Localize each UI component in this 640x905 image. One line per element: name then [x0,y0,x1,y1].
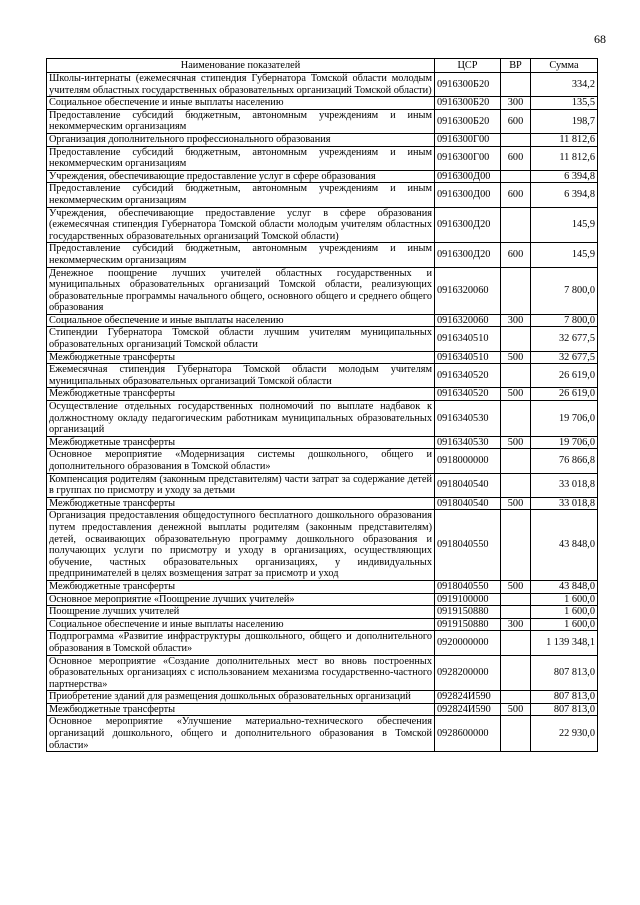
cell-csr: 0916340530 [435,436,501,449]
cell-vr: 500 [501,580,531,593]
table-row [47,133,598,146]
table-row [47,146,598,170]
cell-csr: 092824И590 [435,691,501,704]
cell-sum: 145,9 [531,243,598,267]
cell-name: Межбюджетные трансферты [47,580,435,593]
table-row [47,243,598,267]
cell-vr: 600 [501,243,531,267]
cell-csr: 0916300Б20 [435,97,501,110]
cell-sum: 7 800,0 [531,267,598,314]
table-row [47,267,598,314]
table-row [47,314,598,327]
cell-csr: 0918040550 [435,510,501,581]
cell-vr [501,716,531,752]
cell-vr: 300 [501,97,531,110]
cell-csr: 0916320060 [435,314,501,327]
cell-name: Предоставление субсидий бюджетным, автономным учреждениям и иным некоммерческим организациям [47,146,435,170]
cell-name: Межбюджетные трансферты [47,436,435,449]
cell-sum: 198,7 [531,109,598,133]
cell-sum: 76 866,8 [531,449,598,473]
cell-sum: 19 706,0 [531,436,598,449]
cell-sum: 26 619,0 [531,388,598,401]
cell-csr: 0916300Г00 [435,133,501,146]
cell-name: Межбюджетные трансферты [47,351,435,364]
cell-sum: 33 018,8 [531,497,598,510]
cell-sum: 807 813,0 [531,691,598,704]
cell-csr: 0916340520 [435,364,501,388]
table-row [47,436,598,449]
cell-csr: 0920000000 [435,631,501,655]
cell-vr: 500 [501,497,531,510]
cell-sum: 807 813,0 [531,655,598,691]
cell-vr [501,510,531,581]
cell-sum: 32 677,5 [531,327,598,351]
table-row [47,351,598,364]
cell-sum: 33 018,8 [531,473,598,497]
cell-vr [501,364,531,388]
cell-csr: 0916340520 [435,388,501,401]
cell-name: Денежное поощрение лучших учителей областных государственных и муниципальных образовательных организаций Томской области, реализующих образовательные программы начального общего, основного общего и среднего общего образования [47,267,435,314]
cell-vr: 500 [501,388,531,401]
cell-vr [501,606,531,619]
cell-sum: 1 600,0 [531,606,598,619]
cell-csr: 0918040540 [435,473,501,497]
table-row [47,606,598,619]
table-header-row [47,59,598,73]
table-row [47,207,598,243]
table-row [47,73,598,97]
cell-sum: 26 619,0 [531,364,598,388]
cell-name: Основное мероприятие «Модернизация системы дошкольного, общего и дополнительного образования в Томской области» [47,449,435,473]
cell-name: Организация предоставления общедоступного бесплатного дошкольного образования путем предоставления денежной выплаты родителям (законным представителям) детей, осваивающих образовательную программу дошкольного образования и получающих услуги по присмотру и уходу в организациях, осуществляющих обучение, частных образовательных организациях, у индивидуальных предпринимателей в целях возмещения затрат за присмотр и уход [47,510,435,581]
table-row [47,170,598,183]
cell-name: Осуществление отдельных государственных полномочий по выплате надбавок к должностному окладу педагогическим работникам муниципальных образовательных организаций [47,401,435,437]
table-row [47,580,598,593]
cell-name: Учреждения, обеспечивающие предоставление услуг в сфере образования [47,170,435,183]
cell-name: Основное мероприятие «Создание дополнительных мест во вновь построенных образовательных организациях с использованием механизма государственно-частного партнерства» [47,655,435,691]
table-row [47,97,598,110]
cell-csr: 0918040540 [435,497,501,510]
cell-vr: 600 [501,183,531,207]
header-name: Наименование показателей [47,59,435,73]
table-row [47,473,598,497]
cell-vr [501,593,531,606]
cell-sum: 334,2 [531,73,598,97]
cell-sum: 6 394,8 [531,183,598,207]
cell-name: Межбюджетные трансферты [47,388,435,401]
budget-table [46,58,598,752]
table-row [47,327,598,351]
cell-vr [501,73,531,97]
table-row [47,631,598,655]
table-row [47,364,598,388]
table-row [47,593,598,606]
cell-vr: 500 [501,703,531,716]
cell-sum: 145,9 [531,207,598,243]
cell-csr: 0916300Д00 [435,183,501,207]
cell-vr [501,655,531,691]
cell-sum: 1 139 348,1 [531,631,598,655]
table-row [47,510,598,581]
cell-vr: 500 [501,436,531,449]
cell-csr: 0916340510 [435,327,501,351]
table-row [47,655,598,691]
cell-name: Учреждения, обеспечивающие предоставление услуг в сфере образования (ежемесячная стипендия Губернатора Томской области молодым учителям областных государственных образовательных организаций Томской области) [47,207,435,243]
cell-csr: 0916300Г00 [435,146,501,170]
cell-sum: 22 930,0 [531,716,598,752]
cell-name: Социальное обеспечение и иные выплаты населению [47,618,435,631]
cell-name: Социальное обеспечение и иные выплаты населению [47,97,435,110]
table-row [47,449,598,473]
cell-vr [501,631,531,655]
header-sum: Сумма [531,59,598,73]
table-row [47,716,598,752]
cell-csr: 0918000000 [435,449,501,473]
table-row [47,183,598,207]
cell-name: Организация дополнительного профессионального образования [47,133,435,146]
cell-csr: 0928200000 [435,655,501,691]
cell-vr [501,473,531,497]
cell-csr: 0916300Д00 [435,170,501,183]
cell-sum: 19 706,0 [531,401,598,437]
cell-name: Основное мероприятие «Улучшение материально-технического обеспечения организаций дошкольного, общего и дополнительного образования в Томской области» [47,716,435,752]
cell-sum: 1 600,0 [531,593,598,606]
cell-csr: 0916340530 [435,401,501,437]
cell-csr: 0919100000 [435,593,501,606]
cell-name: Ежемесячная стипендия Губернатора Томской области молодым учителям муниципальных образовательных организаций Томской области [47,364,435,388]
cell-name: Школы-интернаты (ежемесячная стипендия Губернатора Томской области молодым учителям областных государственных образовательных организаций Томской области) [47,73,435,97]
cell-vr [501,449,531,473]
cell-vr [501,691,531,704]
cell-sum: 135,5 [531,97,598,110]
cell-sum: 7 800,0 [531,314,598,327]
cell-sum: 6 394,8 [531,170,598,183]
cell-csr: 0916340510 [435,351,501,364]
header-csr: ЦСР [435,59,501,73]
cell-vr: 300 [501,618,531,631]
cell-csr: 0916320060 [435,267,501,314]
cell-sum: 807 813,0 [531,703,598,716]
cell-name: Предоставление субсидий бюджетным, автономным учреждениям и иным некоммерческим организациям [47,243,435,267]
cell-name: Компенсация родителям (законным представителям) части затрат за содержание детей в группах по присмотру и уходу за детьми [47,473,435,497]
cell-sum: 11 812,6 [531,146,598,170]
cell-vr [501,133,531,146]
cell-vr: 500 [501,351,531,364]
table-row [47,401,598,437]
cell-vr [501,170,531,183]
cell-vr [501,207,531,243]
cell-csr: 092824И590 [435,703,501,716]
cell-csr: 0916300Д20 [435,207,501,243]
table-row [47,109,598,133]
header-vr: ВР [501,59,531,73]
cell-sum: 11 812,6 [531,133,598,146]
cell-csr: 0916300Д20 [435,243,501,267]
cell-vr: 300 [501,314,531,327]
cell-name: Социальное обеспечение и иные выплаты населению [47,314,435,327]
cell-name: Предоставление субсидий бюджетным, автономным учреждениям и иным некоммерческим организациям [47,109,435,133]
cell-vr: 600 [501,109,531,133]
table-row [47,618,598,631]
table-row [47,497,598,510]
cell-sum: 43 848,0 [531,510,598,581]
table-row [47,703,598,716]
cell-csr: 0919150880 [435,606,501,619]
cell-vr [501,401,531,437]
cell-csr: 0919150880 [435,618,501,631]
cell-vr [501,327,531,351]
cell-name: Основное мероприятие «Поощрение лучших учителей» [47,593,435,606]
cell-name: Подпрограмма «Развитие инфраструктуры дошкольного, общего и дополнительного образования в Томской области» [47,631,435,655]
table-row [47,691,598,704]
cell-name: Поощрение лучших учителей [47,606,435,619]
cell-name: Стипендии Губернатора Томской области лучшим учителям муниципальных образовательных организаций Томской области [47,327,435,351]
cell-name: Межбюджетные трансферты [47,497,435,510]
cell-csr: 0916300Б20 [435,109,501,133]
cell-sum: 43 848,0 [531,580,598,593]
cell-name: Межбюджетные трансферты [47,703,435,716]
cell-csr: 0928600000 [435,716,501,752]
cell-name: Предоставление субсидий бюджетным, автономным учреждениям и иным некоммерческим организациям [47,183,435,207]
cell-vr [501,267,531,314]
cell-csr: 0918040550 [435,580,501,593]
cell-csr: 0916300Б20 [435,73,501,97]
cell-vr: 600 [501,146,531,170]
cell-name: Приобретение зданий для размещения дошкольных образовательных организаций [47,691,435,704]
page-number: 68 [594,32,606,46]
cell-sum: 32 677,5 [531,351,598,364]
cell-sum: 1 600,0 [531,618,598,631]
table-row [47,388,598,401]
